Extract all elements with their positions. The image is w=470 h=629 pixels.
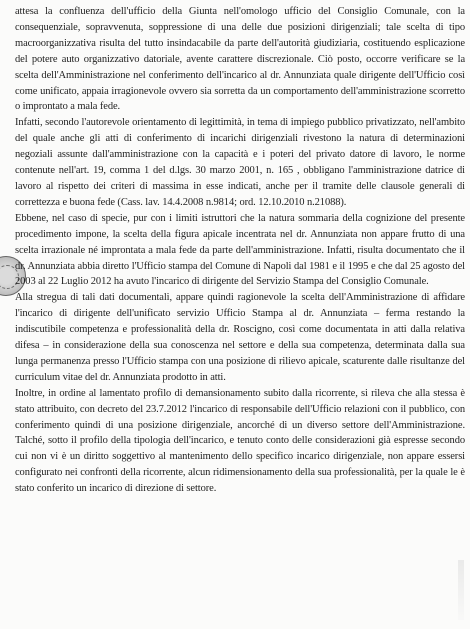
paragraph-4: Alla stregua di tali dati documentali, appare quindi ragionevole la scelta dell'Amministrazione di affidare l'incarico di dirigente dell'unificato servizio Ufficio Stampa al dr. Annunziata – ferma restando la indiscutibile competenza e professionalità della dr. Roscigno, così come documentata in atti dalla relativa difesa – in considerazione della sua conoscenza nel settore e della sua competenza, determinata dalla sua lunga permanenza presso l'Ufficio stampa con una posizione di rilievo apicale, scaturente dalle risultanze del curriculum vitae del dr. Annunziata prodotto in atti. — [15, 292, 465, 383]
scan-margin-shadow — [458, 560, 464, 620]
paragraph-3: Ebbene, nel caso di specie, pur con i limiti istruttori che la natura sommaria della cognizione del presente procedimento impone, la scelta della figura apicale incentrata nel dr. Annunziata non appare frutto di una scelta irrazionale né improntata a mala fede da parte dell'amministrazione. Infatti, risulta documentato che il dr. Annunziata abbia diretto l'Ufficio stampa del Comune di Napoli dal 1981 e il 1995 e che dal 25 agosto del 2003 al 22 Luglio 2012 ha avuto l'incarico di dirigente del Servizio Stampa del Consiglio Comunale. — [15, 212, 465, 288]
paragraph-2: Infatti, secondo l'autorevole orientamento di legittimità, in tema di impiego pubblico privatizzato, nell'ambito del quale anche gli atti di conferimento di incarichi dirigenziali rivestono la natura di determinazioni negoziali assunte dall'amministrazione con la capacità e i poteri del privato datore di lavoro, le norme contenute nell'art. 19, comma 1 del d.lgs. 30 marzo 2001, n. 165 , obbligano l'amministrazione datrice di lavoro al rispetto dei criteri di massima in esse indicati, anche per il tramite delle clausole generali di correttezza e buona fede (Cass. lav. 14.4.2008 n.9814; ord. 12.10.2010 n.21088). — [15, 117, 465, 208]
paragraph-1: attesa la confluenza dell'ufficio della Giunta nell'omologo ufficio del Consiglio Comunale, con la consequenziale, sopravvenuta, soppressione di una delle due posizioni dirigenziali; tale scelta di tipo macroorganizzativa risulta del tutto insindacabile da parte dell'autorità giudiziaria, costituendo esplicazione del potere auto organizzativo datoriale, avente carattere discrezionale. Ciò posto, occorre verificare se la scelta dell'Amministrazione nel conferimento dell'incarico al dr. Annunziata quale dirigente dell'Ufficio così come unificato, appaia irragionevole ovvero sia sorretta da un comportamento dell'amministrazione scorretto o improntato a mala fede. — [15, 6, 465, 113]
paragraph-5: Inoltre, in ordine al lamentato profilo di demansionamento subito dalla ricorrente, si rileva che alla stessa è stato attribuito, con decreto del 23.7.2012 l'incarico di responsabile dell'Ufficio relazioni con il pubblico, con conferimento quindi di una posizione dirigenziale, ancorché di un diverso settore dell'Amministrazione. Talché, sotto il profilo della tipologia dell'incarico, e tenuto conto delle considerazioni già espresse secondo cui non vi è un diritto soggettivo al mantenimento dello specifico incarico dirigenziale, non appare essersi configurato nei confronti della ricorrente, alcun ridimensionamento della sua professionalità, per la quale le è stato conferito un incarico di direzione di settore. — [15, 387, 465, 495]
document-body — [15, 4, 465, 497]
